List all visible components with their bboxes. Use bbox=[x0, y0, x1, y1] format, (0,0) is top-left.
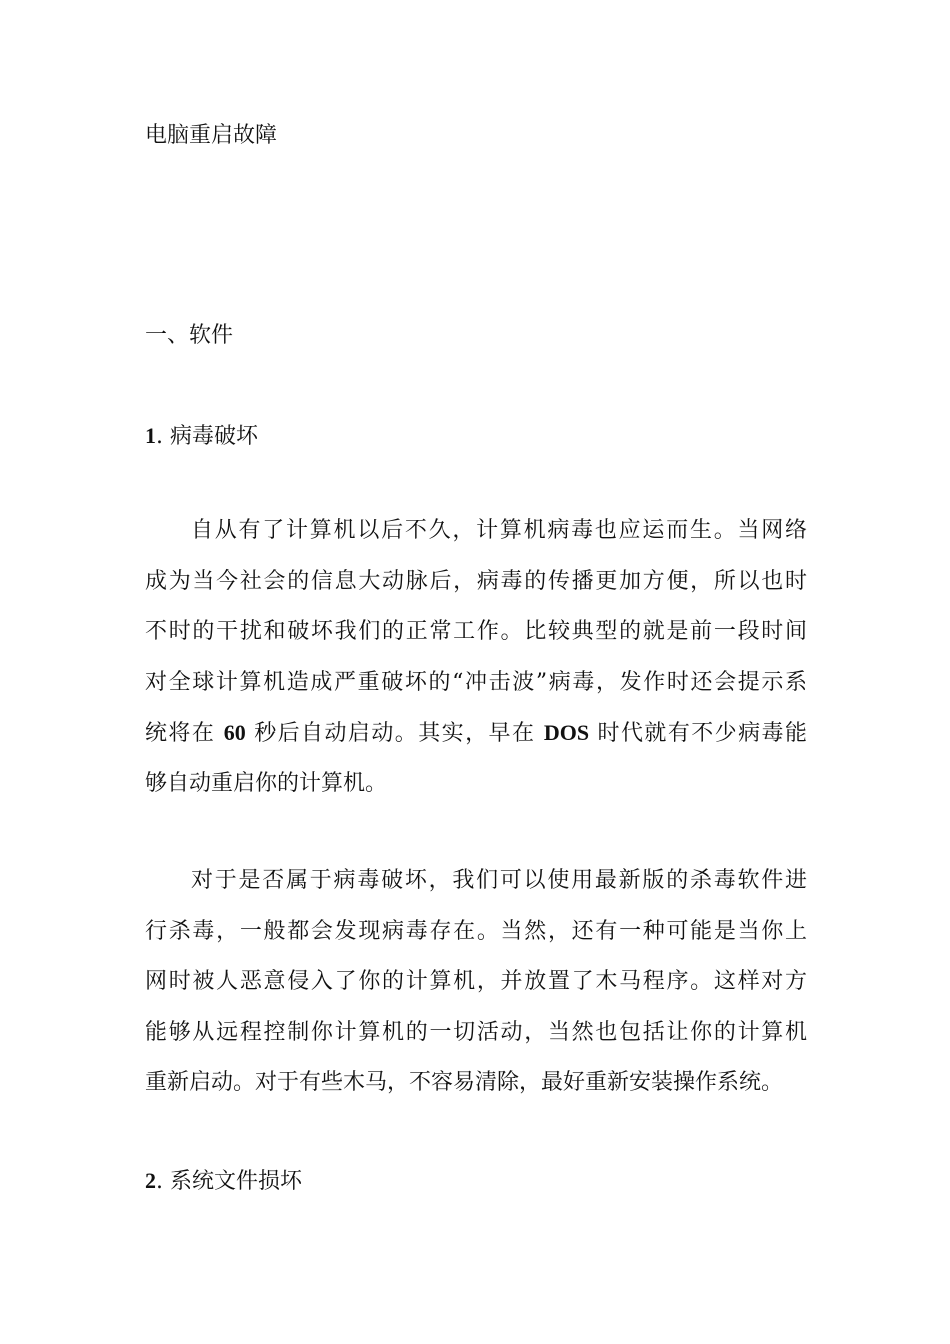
paragraph-line: 够自动重启你的计算机。 bbox=[145, 770, 388, 796]
paragraph-line: 重新启动。对于有些木马，不容易清除，最好重新安装操作系统。 bbox=[145, 1070, 784, 1095]
subsection-separator: . bbox=[156, 1169, 170, 1194]
paragraph-virus-damage bbox=[145, 516, 807, 819]
paragraph-line bbox=[145, 718, 807, 769]
text-run: 时代就有不少病毒能 bbox=[597, 721, 807, 746]
paragraph-line: 行杀毒，一般都会发现病毒存在。当然，还有一种可能是当你上 bbox=[145, 918, 807, 944]
paragraph-virus-detection bbox=[145, 866, 807, 1119]
subsection-separator: . bbox=[156, 424, 170, 449]
subsection-label: 病毒破坏 bbox=[170, 424, 259, 449]
paragraph-line: 自从有了计算机以后不久，计算机病毒也应运而生。当网络 bbox=[191, 518, 807, 543]
subsection-number: 2 bbox=[145, 1168, 156, 1193]
text-run: 统将在 bbox=[145, 721, 216, 746]
term-dos: DOS bbox=[543, 720, 590, 745]
number-60: 60 bbox=[223, 720, 246, 745]
section-heading-software: 一、软件 bbox=[145, 323, 234, 348]
paragraph-line: 对全球计算机造成严重破坏的“冲击波”病毒，发作时还会提示系 bbox=[145, 669, 807, 695]
text-run: 秒后自动启动。其实，早在 bbox=[254, 721, 536, 746]
paragraph-line: 能够从远程控制你计算机的一切活动，当然也包括让你的计算机 bbox=[145, 1019, 807, 1045]
subsection-heading-virus bbox=[145, 419, 258, 450]
subsection-label: 系统文件损坏 bbox=[170, 1169, 303, 1194]
paragraph-line: 对于是否属于病毒破坏，我们可以使用最新版的杀毒软件进 bbox=[191, 868, 807, 893]
document-title: 电脑重启故障 bbox=[145, 123, 278, 148]
paragraph-line: 不时的干扰和破坏我们的正常工作。比较典型的就是前一段时间 bbox=[145, 619, 807, 644]
paragraph-line: 网时被人恶意侵入了你的计算机，并放置了木马程序。这样对方 bbox=[145, 969, 807, 994]
subsection-heading-system-files bbox=[145, 1164, 302, 1195]
subsection-number: 1 bbox=[145, 423, 156, 448]
paragraph-line: 成为当今社会的信息大动脉后，病毒的传播更加方便，所以也时 bbox=[145, 568, 807, 594]
